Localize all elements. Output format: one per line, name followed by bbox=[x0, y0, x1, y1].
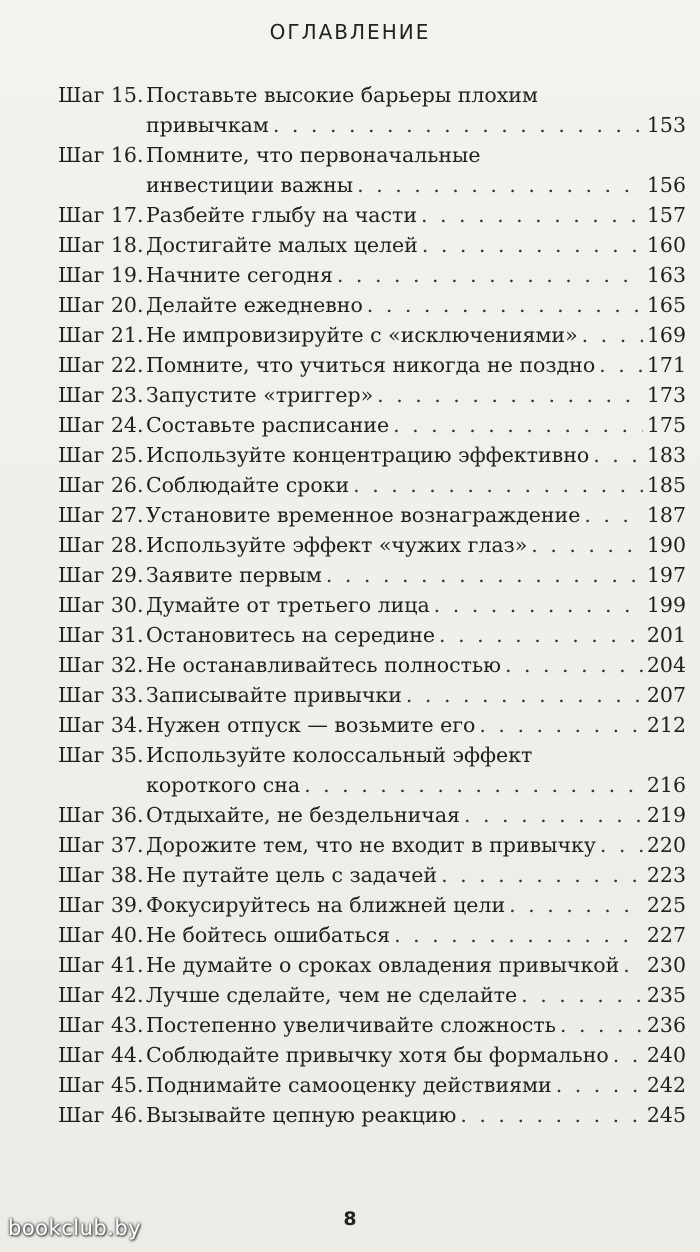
toc-dot-leader bbox=[623, 950, 643, 980]
toc-dot-leader bbox=[505, 650, 643, 680]
toc-title-line: Достигайте малых целей bbox=[146, 233, 418, 257]
toc-page-number: 175 bbox=[646, 413, 686, 437]
toc-title-row bbox=[146, 1010, 686, 1040]
toc-title-line: Остановитесь на середине bbox=[146, 623, 436, 647]
toc-title-row bbox=[146, 170, 686, 200]
toc-step-number: Шаг 43. bbox=[58, 1013, 144, 1037]
toc-entry-body bbox=[146, 950, 686, 980]
toc-step-number: Шаг 33. bbox=[58, 683, 144, 707]
page-number: 8 bbox=[343, 1208, 357, 1230]
toc-step-number: Шаг 20. bbox=[58, 293, 144, 317]
toc-entry bbox=[58, 740, 686, 800]
toc-title-line: Помните, что первоначальные bbox=[146, 143, 481, 167]
toc-dot-leader bbox=[509, 890, 643, 920]
toc-title-line: Поставьте высокие барьеры плохим bbox=[146, 83, 538, 107]
toc-title-row bbox=[146, 860, 686, 890]
toc-entry-body bbox=[146, 470, 686, 500]
toc-page-number: 160 bbox=[646, 233, 686, 257]
toc-step-number: Шаг 27. bbox=[58, 503, 144, 527]
toc-page-number: 156 bbox=[646, 173, 686, 197]
toc-step-number: Шаг 35. bbox=[58, 743, 144, 767]
toc-title-row bbox=[146, 290, 686, 320]
toc-dot-leader bbox=[273, 110, 643, 140]
toc-entry-body bbox=[146, 920, 686, 950]
toc-entry-body bbox=[146, 500, 686, 530]
toc-entry bbox=[58, 260, 686, 290]
toc-step-number: Шаг 21. bbox=[58, 323, 144, 347]
toc-entry bbox=[58, 350, 686, 380]
toc-step-number: Шаг 44. bbox=[58, 1043, 144, 1067]
toc-page-number: 227 bbox=[646, 923, 686, 947]
toc-entry-body bbox=[146, 1010, 686, 1040]
toc-entry-body bbox=[146, 410, 686, 440]
toc-page-number: 219 bbox=[646, 803, 686, 827]
toc-page-number: 169 bbox=[646, 323, 686, 347]
toc-dot-leader bbox=[304, 770, 643, 800]
toc-entry-body bbox=[146, 590, 686, 620]
toc-page-number: 235 bbox=[646, 983, 686, 1007]
toc-page-number: 236 bbox=[646, 1013, 686, 1037]
toc-entry-body bbox=[146, 320, 686, 350]
toc-title-line: Не останавливайтесь полностью bbox=[146, 653, 501, 677]
toc-title-line: Записывайте привычки bbox=[146, 683, 402, 707]
toc-step-number: Шаг 30. bbox=[58, 593, 144, 617]
toc-title-row bbox=[146, 230, 686, 260]
toc-dot-leader bbox=[326, 560, 643, 590]
toc-title-row bbox=[146, 650, 686, 680]
toc-step-number: Шаг 38. bbox=[58, 863, 144, 887]
toc-entry bbox=[58, 440, 686, 470]
toc-title-line: Разбейте глыбу на части bbox=[146, 203, 417, 227]
toc-entry bbox=[58, 140, 686, 200]
toc-dot-leader bbox=[531, 530, 643, 560]
toc-title-row bbox=[146, 770, 686, 800]
toc-step-number: Шаг 19. bbox=[58, 263, 144, 287]
toc-entry-body bbox=[146, 560, 686, 590]
toc-entry bbox=[58, 830, 686, 860]
toc-title-row bbox=[146, 560, 686, 590]
toc-entry bbox=[58, 410, 686, 440]
toc-step-number: Шаг 41. bbox=[58, 953, 144, 977]
toc-dot-leader bbox=[441, 860, 643, 890]
toc-entry bbox=[58, 1040, 686, 1070]
toc-entry-body bbox=[146, 650, 686, 680]
toc-page-number: 157 bbox=[646, 203, 686, 227]
toc-entry bbox=[58, 1070, 686, 1100]
toc-dot-leader bbox=[599, 350, 643, 380]
toc-step-number: Шаг 26. bbox=[58, 473, 144, 497]
toc-title-line: Используйте колоссальный эффект bbox=[146, 743, 533, 767]
toc-title-row bbox=[146, 800, 686, 830]
toc-step-number: Шаг 34. bbox=[58, 713, 144, 737]
toc-dot-leader bbox=[600, 830, 643, 860]
toc-title-line: короткого сна bbox=[146, 773, 301, 797]
toc-page-number: 153 bbox=[646, 113, 686, 137]
toc-step-number: Шаг 45. bbox=[58, 1073, 144, 1097]
toc-dot-leader bbox=[521, 980, 643, 1010]
toc-title-row bbox=[146, 440, 686, 470]
toc-dot-leader bbox=[613, 1040, 643, 1070]
toc-title-line: Составьте расписание bbox=[146, 413, 390, 437]
toc-title-row bbox=[146, 950, 686, 980]
toc-title-line: Постепенно увеличивайте сложность bbox=[146, 1013, 556, 1037]
toc-dot-leader bbox=[393, 410, 643, 440]
toc-entry bbox=[58, 590, 686, 620]
toc-entry-body bbox=[146, 1070, 686, 1100]
toc-page-number: 207 bbox=[646, 683, 686, 707]
toc-dot-leader bbox=[556, 1070, 643, 1100]
table-of-contents bbox=[58, 80, 686, 1130]
toc-dot-leader bbox=[479, 710, 642, 740]
toc-step-number: Шаг 16. bbox=[58, 143, 144, 167]
toc-step-number: Шаг 36. bbox=[58, 803, 144, 827]
toc-entry bbox=[58, 530, 686, 560]
toc-page-number: 245 bbox=[646, 1103, 686, 1127]
toc-dot-leader bbox=[406, 680, 643, 710]
toc-entry bbox=[58, 200, 686, 230]
toc-title-row bbox=[146, 200, 686, 230]
toc-title-line: привычкам bbox=[146, 113, 269, 137]
toc-entry bbox=[58, 1010, 686, 1040]
toc-dot-leader bbox=[434, 590, 643, 620]
toc-step-number: Шаг 40. bbox=[58, 923, 144, 947]
toc-entry-body bbox=[146, 80, 686, 140]
toc-title-line: Не импровизируйте с «исключениями» bbox=[146, 323, 578, 347]
toc-title-row bbox=[146, 620, 686, 650]
toc-title-line: Лучше сделайте, чем не сделайте bbox=[146, 983, 518, 1007]
toc-title-line: Соблюдайте привычку хотя бы формально bbox=[146, 1043, 609, 1067]
toc-page-number: 163 bbox=[646, 263, 686, 287]
toc-page-number: 225 bbox=[646, 893, 686, 917]
toc-title-line: Нужен отпуск — возьмите его bbox=[146, 713, 476, 737]
toc-dot-leader bbox=[460, 1100, 643, 1130]
toc-title-line: Делайте ежедневно bbox=[146, 293, 363, 317]
toc-title-row bbox=[146, 680, 686, 710]
toc-step-number: Шаг 42. bbox=[58, 983, 144, 1007]
toc-step-number: Шаг 15. bbox=[58, 83, 144, 107]
toc-title-line: Не думайте о сроках овладения привычкой bbox=[146, 953, 620, 977]
toc-title-line: Вызывайте цепную реакцию bbox=[146, 1103, 457, 1127]
toc-entry-body bbox=[146, 800, 686, 830]
toc-title-line: Соблюдайте сроки bbox=[146, 473, 350, 497]
toc-entry-body bbox=[146, 440, 686, 470]
toc-page-number: 190 bbox=[646, 533, 686, 557]
toc-dot-leader bbox=[439, 620, 643, 650]
toc-dot-leader bbox=[593, 440, 643, 470]
toc-entry bbox=[58, 560, 686, 590]
toc-entry bbox=[58, 890, 686, 920]
toc-title-row bbox=[146, 830, 686, 860]
toc-dot-leader bbox=[394, 920, 643, 950]
toc-entry-body bbox=[146, 1100, 686, 1130]
toc-title-row bbox=[146, 1070, 686, 1100]
toc-entry-body bbox=[146, 140, 686, 200]
toc-title-line: Используйте эффект «чужих глаз» bbox=[146, 533, 528, 557]
toc-title-row bbox=[146, 710, 686, 740]
toc-step-number: Шаг 39. bbox=[58, 893, 144, 917]
toc-step-number: Шаг 23. bbox=[58, 383, 144, 407]
toc-entry bbox=[58, 320, 686, 350]
toc-entry-body bbox=[146, 860, 686, 890]
toc-entry bbox=[58, 950, 686, 980]
toc-title-row bbox=[146, 260, 686, 290]
toc-entry-body bbox=[146, 620, 686, 650]
toc-step-number: Шаг 32. bbox=[58, 653, 144, 677]
toc-entry bbox=[58, 380, 686, 410]
toc-page-number: 165 bbox=[646, 293, 686, 317]
toc-step-number: Шаг 22. bbox=[58, 353, 144, 377]
toc-page-number: 201 bbox=[646, 623, 686, 647]
toc-page-number: 199 bbox=[646, 593, 686, 617]
toc-dot-leader bbox=[421, 200, 643, 230]
toc-title-row bbox=[146, 380, 686, 410]
toc-title-row bbox=[146, 530, 686, 560]
toc-title-line: Не путайте цель с задачей bbox=[146, 863, 438, 887]
toc-page-number: 185 bbox=[646, 473, 686, 497]
toc-entry-body bbox=[146, 350, 686, 380]
toc-entry bbox=[58, 80, 686, 140]
toc-page-number: 216 bbox=[646, 773, 686, 797]
toc-page-number: 171 bbox=[646, 353, 686, 377]
toc-title-row bbox=[146, 920, 686, 950]
toc-entry bbox=[58, 920, 686, 950]
toc-step-number: Шаг 17. bbox=[58, 203, 144, 227]
toc-dot-leader bbox=[377, 380, 643, 410]
toc-dot-leader bbox=[560, 1010, 643, 1040]
toc-entry-body bbox=[146, 980, 686, 1010]
toc-page-number: 173 bbox=[646, 383, 686, 407]
toc-step-number: Шаг 37. bbox=[58, 833, 144, 857]
toc-page-number: 242 bbox=[646, 1073, 686, 1097]
toc-title-line: Поднимайте самооценку действиями bbox=[146, 1073, 552, 1097]
toc-step-number: Шаг 46. bbox=[58, 1103, 144, 1127]
toc-dot-leader bbox=[357, 170, 643, 200]
toc-entry-body bbox=[146, 200, 686, 230]
toc-step-number: Шаг 28. bbox=[58, 533, 144, 557]
toc-title-line: Отдыхайте, не бездельничая bbox=[146, 803, 460, 827]
toc-title-row bbox=[146, 320, 686, 350]
toc-title-line: инвестиции важны bbox=[146, 173, 354, 197]
toc-entry bbox=[58, 290, 686, 320]
toc-page-number: 220 bbox=[646, 833, 686, 857]
toc-entry bbox=[58, 980, 686, 1010]
toc-entry-body bbox=[146, 830, 686, 860]
toc-entry bbox=[58, 710, 686, 740]
toc-title-row bbox=[146, 1100, 686, 1130]
toc-entry-body bbox=[146, 530, 686, 560]
toc-entry bbox=[58, 800, 686, 830]
toc-title-line: Фокусируйтесь на ближней цели bbox=[146, 893, 506, 917]
toc-page-number: 230 bbox=[646, 953, 686, 977]
toc-dot-leader bbox=[353, 470, 643, 500]
toc-page-number: 212 bbox=[646, 713, 686, 737]
toc-step-number: Шаг 31. bbox=[58, 623, 144, 647]
toc-entry-body bbox=[146, 680, 686, 710]
toc-step-number: Шаг 29. bbox=[58, 563, 144, 587]
toc-title-line: Не бойтесь ошибаться bbox=[146, 923, 391, 947]
toc-dot-leader bbox=[422, 230, 643, 260]
toc-title-row bbox=[146, 350, 686, 380]
toc-title-row bbox=[146, 110, 686, 140]
toc-dot-leader bbox=[582, 320, 643, 350]
toc-entry bbox=[58, 230, 686, 260]
toc-entry bbox=[58, 470, 686, 500]
toc-entry-body bbox=[146, 890, 686, 920]
watermark: bookclub.by bbox=[8, 1216, 142, 1240]
toc-title-line: Используйте концентрацию эффективно bbox=[146, 443, 590, 467]
toc-page-number: 197 bbox=[646, 563, 686, 587]
toc-entry bbox=[58, 500, 686, 530]
toc-title-row bbox=[146, 410, 686, 440]
toc-step-number: Шаг 24. bbox=[58, 413, 144, 437]
toc-entry-body bbox=[146, 290, 686, 320]
toc-title-line: Заявите первым bbox=[146, 563, 322, 587]
toc-entry bbox=[58, 680, 686, 710]
toc-entry-body bbox=[146, 380, 686, 410]
toc-entry-body bbox=[146, 230, 686, 260]
toc-entry bbox=[58, 1100, 686, 1130]
toc-entry bbox=[58, 620, 686, 650]
toc-title-row bbox=[146, 890, 686, 920]
toc-entry bbox=[58, 860, 686, 890]
toc-title-row bbox=[146, 470, 686, 500]
toc-step-number: Шаг 25. bbox=[58, 443, 144, 467]
toc-title-row bbox=[146, 1040, 686, 1070]
toc-entry-body bbox=[146, 1040, 686, 1070]
toc-entry bbox=[58, 650, 686, 680]
toc-dot-leader bbox=[464, 800, 643, 830]
toc-page-number: 240 bbox=[646, 1043, 686, 1067]
toc-title-line: Установите временное вознаграждение bbox=[146, 503, 581, 527]
toc-title-line: Начните сегодня bbox=[146, 263, 333, 287]
toc-title-row bbox=[146, 590, 686, 620]
toc-title-line: Запустите «триггер» bbox=[146, 383, 374, 407]
toc-dot-leader bbox=[367, 290, 643, 320]
toc-title-row bbox=[146, 500, 686, 530]
toc-entry-body bbox=[146, 260, 686, 290]
toc-dot-leader bbox=[337, 260, 643, 290]
toc-entry-body bbox=[146, 710, 686, 740]
toc-page-number: 187 bbox=[646, 503, 686, 527]
toc-title-line: Помните, что учиться никогда не поздно bbox=[146, 353, 596, 377]
toc-page-number: 204 bbox=[646, 653, 686, 677]
toc-page-number: 223 bbox=[646, 863, 686, 887]
toc-title-line: Думайте от третьего лица bbox=[146, 593, 430, 617]
page-title: ОГЛАВЛЕНИЕ bbox=[269, 20, 431, 44]
toc-title-line: Дорожите тем, что не входит в привычку bbox=[146, 833, 596, 857]
toc-page-number: 183 bbox=[646, 443, 686, 467]
toc-entry-body bbox=[146, 740, 686, 800]
toc-title-row bbox=[146, 980, 686, 1010]
toc-step-number: Шаг 18. bbox=[58, 233, 144, 257]
toc-dot-leader bbox=[584, 500, 643, 530]
